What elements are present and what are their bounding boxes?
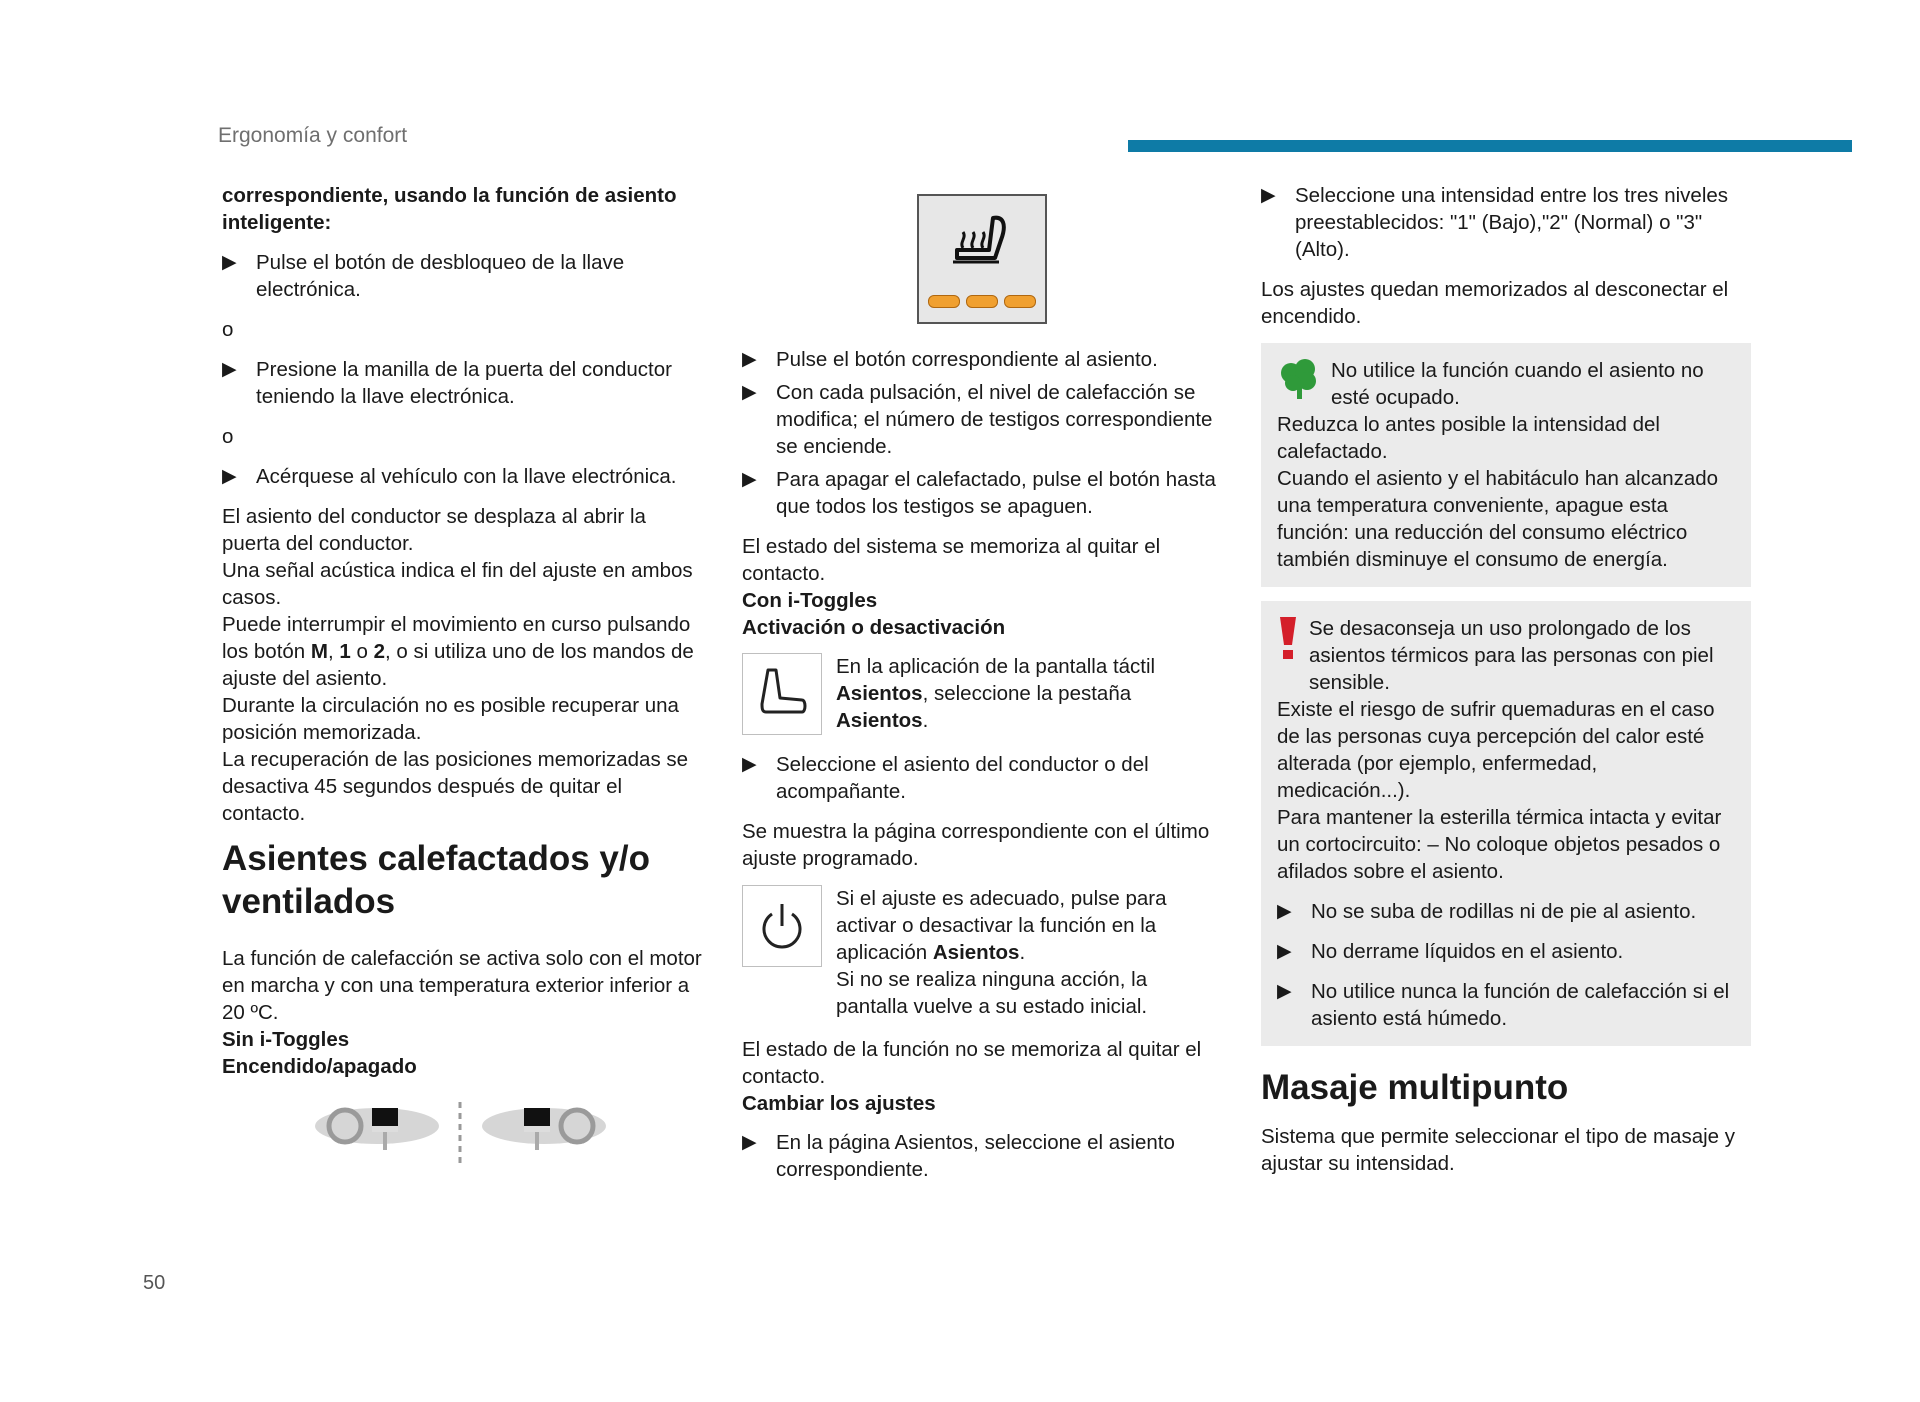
bullet-each-press: ▶ Con cada pulsación, el nivel de calefacción se modifica; el número de testigos correspondiente se enciende. xyxy=(742,379,1222,460)
subheading-on-off: Encendido/apagado xyxy=(222,1055,417,1078)
eco-text-line: No utilice la función cuando el asiento no esté ocupado. xyxy=(1331,359,1704,409)
column-2 xyxy=(742,182,1222,1196)
paragraph: El estado del sistema se memoriza al quitar el contacto. xyxy=(742,535,1161,585)
paragraph: Puede interrumpir el movimiento en curso pulsando los botón M, 1 o 2, o si utiliza uno de los mandos de ajuste del asiento. xyxy=(222,613,694,690)
eco-tree-icon xyxy=(1277,357,1321,401)
heading-heated-seats: Asientes calefactados y/o ventilados xyxy=(222,839,650,921)
header-accent-bar xyxy=(1128,140,1852,152)
seat-icon xyxy=(742,653,822,735)
warning-exclamation-icon xyxy=(1277,615,1299,661)
power-icon xyxy=(742,885,822,967)
paragraph-block xyxy=(222,503,702,827)
intro-text: correspondiente, usando la función de asiento inteligente: xyxy=(222,184,677,234)
or-separator: o xyxy=(222,425,234,448)
paragraph: Durante la circulación no es posible recuperar una posición memorizada. xyxy=(222,694,679,744)
warning-text-line: Se desaconseja un uso prolongado de los asientos térmicos para las personas con piel sensible. xyxy=(1309,617,1714,694)
paragraph: Se muestra la página correspondiente con el último ajuste programado. xyxy=(742,820,1210,870)
warning-text-line: Para mantener la esterilla térmica intacta y evitar un cortocircuito: – No coloque objetos pesados o afilados sobre el asiento. xyxy=(1277,806,1722,883)
bullet-select-intensity: ▶ Seleccione una intensidad entre los tres niveles preestablecidos: "1" (Bajo),"2" (Normal) o "3" (Alto). xyxy=(1261,182,1751,263)
mirror-buttons-icon xyxy=(312,1098,612,1168)
heating-level-leds xyxy=(919,295,1045,308)
eco-text-line: Cuando el asiento y el habitáculo han alcanzado una temperatura conveniente, apague esta función: una reducción del consumo eléctrico también disminuye el consumo de energía. xyxy=(1277,467,1719,571)
subheading-activation: Activación o desactivación xyxy=(742,616,1006,639)
eco-text-line: Reduzca lo antes posible la intensidad del calefactado. xyxy=(1277,413,1660,463)
warning-text-line: Existe el riesgo de sufrir quemaduras en el caso de las personas cuya percepción del calor esté alterada (por ejemplo, enfermedad, medicación...). xyxy=(1277,698,1715,802)
or-separator: o xyxy=(222,318,234,341)
bullet-door-handle: ▶ Presione la manilla de la puerta del conductor teniendo la llave electrónica. xyxy=(222,356,702,410)
column-1 xyxy=(222,182,702,1168)
heating-led xyxy=(928,295,960,308)
seat-app-instruction xyxy=(742,653,1222,735)
paragraph: Los ajustes quedan memorizados al desconectar el encendido. xyxy=(1261,278,1729,328)
seat-button-illustration xyxy=(222,1098,702,1168)
paragraph: La función de calefacción se activa solo con el motor en marcha y con una temperatura exterior inferior a 20 ºC. xyxy=(222,947,702,1024)
bullet-turn-off: ▶ Para apagar el calefactado, pulse el botón hasta que todos los testigos se apaguen. xyxy=(742,466,1222,520)
paragraph: El asiento del conductor se desplaza al abrir la puerta del conductor. xyxy=(222,505,646,555)
subheading-with-itoggles: Con i-Toggles xyxy=(742,589,878,612)
power-text: Si el ajuste es adecuado, pulse para activar o desactivar la función en la aplicación Asientos. Si no se realiza ninguna acción, la pantalla vuelve a su estado inicial. xyxy=(836,887,1167,1018)
heading-massage: Masaje multipunto xyxy=(1261,1068,1569,1107)
eco-note-box xyxy=(1261,343,1751,587)
heating-led xyxy=(966,295,998,308)
paragraph: La recuperación de las posiciones memorizadas se desactiva 45 segundos después de quitar el contacto. xyxy=(222,748,689,825)
subheading-change-settings: Cambiar los ajustes xyxy=(742,1092,936,1115)
bullet-select-seat: ▶ Seleccione el asiento del conductor o del acompañante. xyxy=(742,751,1222,805)
warning-note-box xyxy=(1261,601,1751,1046)
paragraph: El estado de la función no se memoriza al quitar el contacto. xyxy=(742,1038,1202,1088)
bullet-unlock-button: ▶ Pulse el botón de desbloqueo de la llave electrónica. xyxy=(222,249,702,303)
warning-bullet: ▶ No derrame líquidos en el asiento. xyxy=(1277,938,1735,965)
paragraph: Una señal acústica indica el fin del ajuste en ambos casos. xyxy=(222,559,693,609)
bullet-approach-vehicle: ▶ Acérquese al vehículo con la llave electrónica. xyxy=(222,463,702,490)
heating-led xyxy=(1004,295,1036,308)
paragraph: Sistema que permite seleccionar el tipo de masaje y ajustar su intensidad. xyxy=(1261,1125,1736,1175)
subheading-without-itoggles: Sin i-Toggles xyxy=(222,1028,350,1051)
column-3 xyxy=(1261,182,1751,1177)
warning-bullet: ▶ No utilice nunca la función de calefacción si el asiento está húmedo. xyxy=(1277,978,1735,1032)
heated-seat-icon xyxy=(941,210,1021,280)
seat-app-text: En la aplicación de la pantalla táctil Asientos, seleccione la pestaña Asientos. xyxy=(836,655,1156,732)
section-title: Ergonomía y confort xyxy=(218,124,408,147)
warning-bullet: ▶ No se suba de rodillas ni de pie al asiento. xyxy=(1277,898,1735,925)
seat-heating-button-icon xyxy=(917,194,1047,324)
page-number: 50 xyxy=(143,1272,166,1294)
power-instruction xyxy=(742,885,1222,1020)
bullet-seats-page: ▶ En la página Asientos, seleccione el asiento correspondiente. xyxy=(742,1129,1222,1183)
bullet-press-button: ▶ Pulse el botón correspondiente al asiento. xyxy=(742,346,1222,373)
